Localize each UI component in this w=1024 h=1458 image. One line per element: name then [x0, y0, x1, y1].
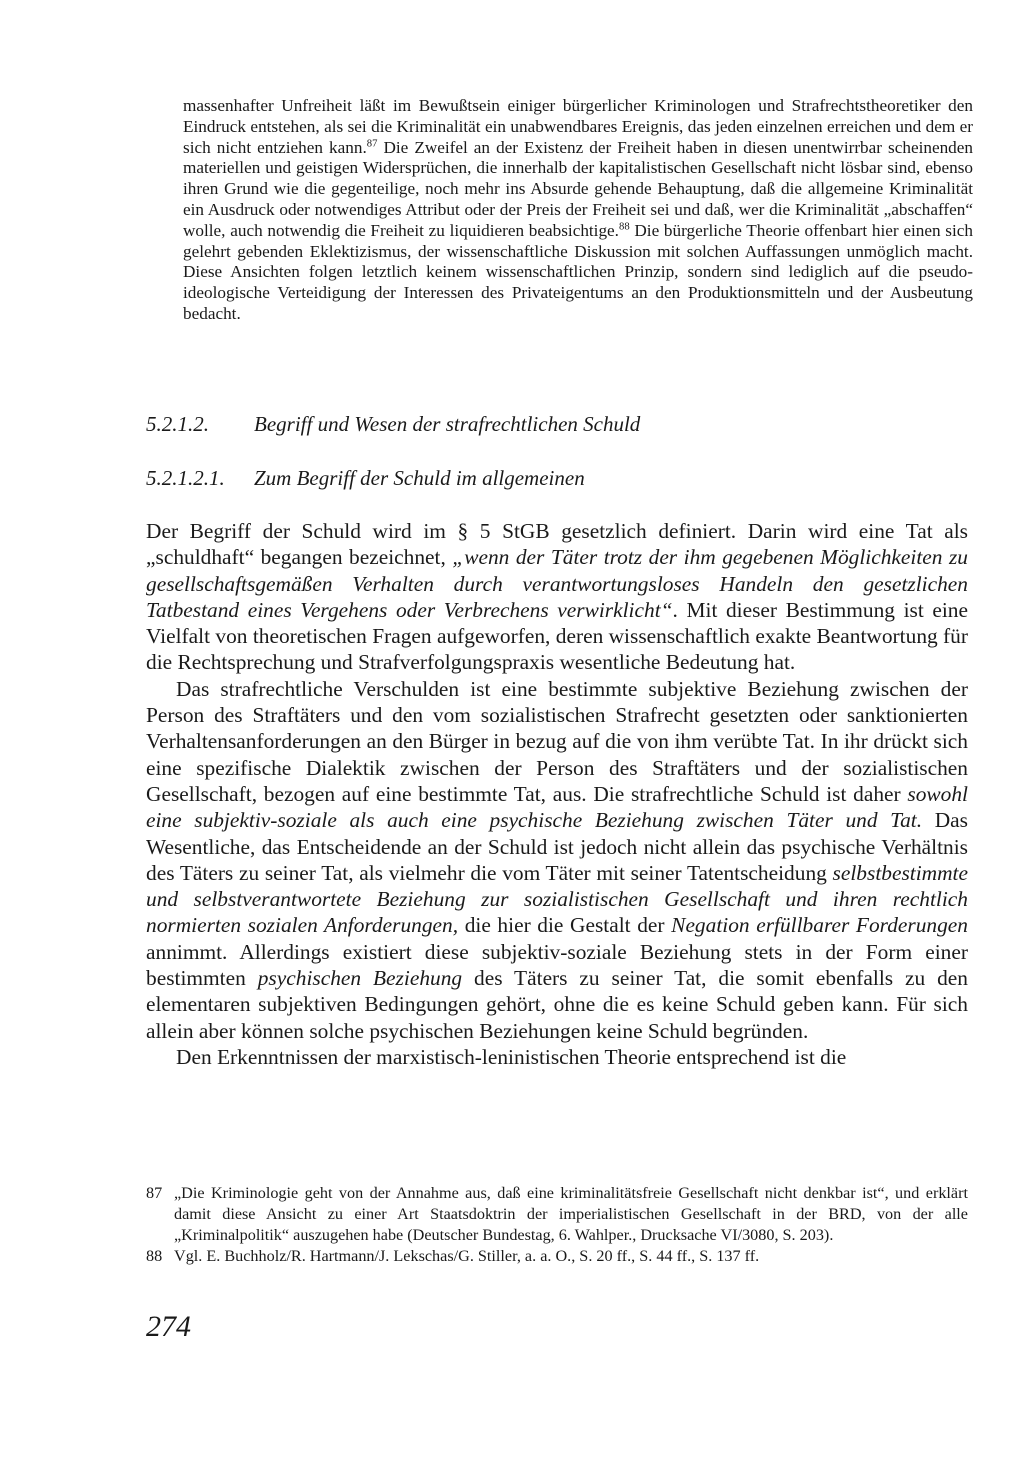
footnote-ref-88: 88 — [618, 221, 630, 233]
subsection-number: 5.2.1.2.1. — [146, 466, 225, 490]
emphasis: Negation erfüllbarer Forderungen — [671, 913, 968, 938]
page-number: 274 — [146, 1310, 191, 1343]
emphasis: selbstbestimmte und selbstverantwortete Beziehung zur sozialistischen Gesellschaft und ihren rechtlich normierten sozialen Anforderungen, — [146, 860, 968, 938]
section-number: 5.2.1.2. — [146, 412, 209, 436]
footnote-text: „Die Kriminologie geht von der Annahme aus, daß eine kriminalitätsfreie Gesellschaft nicht denkbar ist“, und erklärt damit diese Ansicht zu einer Art Staatsdoktrin der imperialistischen Gesellschaft in der BRD, von der alle „Kriminalpolitik“ auszugehen habe (Deutscher Bundestag, 6. Wahlper., Drucksache VI/3080, S. 203). — [174, 1184, 968, 1244]
text-run: die hier die Gestalt der — [458, 913, 672, 938]
section-title: Begriff und Wesen der strafrechtlichen Schuld — [254, 412, 641, 436]
emphasis-quote: „wenn der Täter trotz der ihm gegebenen Möglichkeiten zu gesellschaftsgemäßen Verhalten durch verantwortungsloses Handeln den gesetzlichen Tatbestand eines Vergehens oder Verbrechens verwirklicht“ — [146, 545, 968, 622]
body-text — [146, 518, 968, 1070]
continued-paragraph — [183, 96, 973, 325]
emphasis: psychischen Beziehung — [257, 966, 463, 991]
paragraph-text: Die bürgerliche Theorie offenbart hier einen sich gelehrt gebenden Eklektizismus, der wissenschaftliche Diskussion mit solchen Auffassungen unmöglich macht. Diese Ansichten folgen letztlich keinem wissenschaftlichen Prinzip, sondern sind lediglich auf die pseudo-ideologische Verteidigung der Interessen des Privateigentums an den Produktionsmitteln und der Ausbeutung bedacht. — [183, 220, 973, 323]
footnote-number: 88 — [146, 1247, 163, 1265]
text-run: des Täters zu seiner Tat, die somit ebenfalls zu den elementaren subjektiven Bedingungen gehört, ohne die es keine Schuld geben kann. Für sich allein aber können solche psychischen Beziehungen keine Schuld begründen. — [146, 966, 968, 1043]
emphasis: sowohl eine subjektiv-soziale als auch eine psychische Beziehung zwischen Täter und Tat. — [146, 781, 968, 833]
text-run: Den Erkenntnissen der marxistisch-leninistischen Theorie entsprechend ist die — [176, 1044, 847, 1069]
paragraph-text: massenhafter Unfreiheit läßt im Bewußtsein einiger bürgerlicher Kriminologen und Strafrechtstheoretiker den Eindruck entstehen, als sei die Kriminalität ein unabwendbares Ereignis, das jeden einzelnen erreichen und dem er sich nicht entziehen kann. — [183, 96, 973, 157]
footnote-text: Vgl. E. Buchholz/R. Hartmann/J. Lekschas/G. Stiller, a. a. O., S. 20 ff., S. 44 ff., S. 137 ff. — [174, 1247, 760, 1265]
footnote-ref-87: 87 — [366, 137, 378, 149]
text-run: Das Wesentliche, das Entscheidende an der Schuld ist jedoch nicht allein das psychische Verhältnis des Täters zu seiner Tat, als vielmehr die vom Täter mit seiner Tatentscheidung — [146, 808, 968, 885]
footnotes — [146, 1183, 968, 1267]
subsection-title: Zum Begriff der Schuld im allgemeinen — [254, 466, 585, 490]
text-run: . Mit dieser Bestimmung ist eine Vielfalt von theoretischen Fragen aufgeworfen, deren wissenschaftlich exakte Beantwortung für die Rechtsprechung und Strafverfolgungspraxis wesentliche Bedeutung hat. — [146, 597, 968, 675]
footnote-87 — [146, 1183, 968, 1246]
text-run: Das strafrechtliche Verschulden ist eine bestimmte subjektive Beziehung zwischen der Person des Straftäters und den vom sozialistischen Strafrecht gesetzten oder sanktionierten Verhaltensanforderungen an den Bürger in bezug auf die von ihm verübte Tat. In ihr drückt sich eine spezifische Dialektik zwischen der Person des Straftäters und der sozialistischen Gesellschaft, bezogen auf eine bestimmte Tat, aus. Die strafrechtliche Schuld ist daher — [146, 676, 968, 806]
paragraph-text: Die Zweifel an der Existenz der Freiheit haben in diesen unentwirrbar scheinenden materiellen und geistigen Widersprüchen, die innerhalb der kapitalistischen Gesellschaft nicht lösbar sind, ebenso ihren Grund wie die gegenteilige, noch mehr ins Absurde gehende Behauptung, daß die allgemeine Kriminalität ein Ausdruck oder notwendiges Attribut oder der Preis der Freiheit sei und daß, wer die Kriminalität „abschaffen“ wolle, auch notwendig die Freiheit zu liquidieren beabsichtige. — [183, 137, 974, 240]
footnote-88 — [146, 1246, 968, 1267]
paragraph — [146, 676, 968, 1044]
footnote-number: 87 — [146, 1184, 163, 1202]
paragraph — [146, 1044, 968, 1070]
paragraph — [146, 518, 968, 676]
text-run: annimmt. Allerdings existiert diese subjektiv-soziale Beziehung stets in der Form einer bestimmten — [146, 939, 968, 991]
text-run: Der Begriff der Schuld wird im § 5 StGB gesetzlich definiert. Darin wird eine Tat als „schuldhaft“ begangen bezeichnet, — [146, 519, 968, 570]
section-heading — [146, 410, 966, 438]
subsection-heading — [146, 464, 966, 492]
